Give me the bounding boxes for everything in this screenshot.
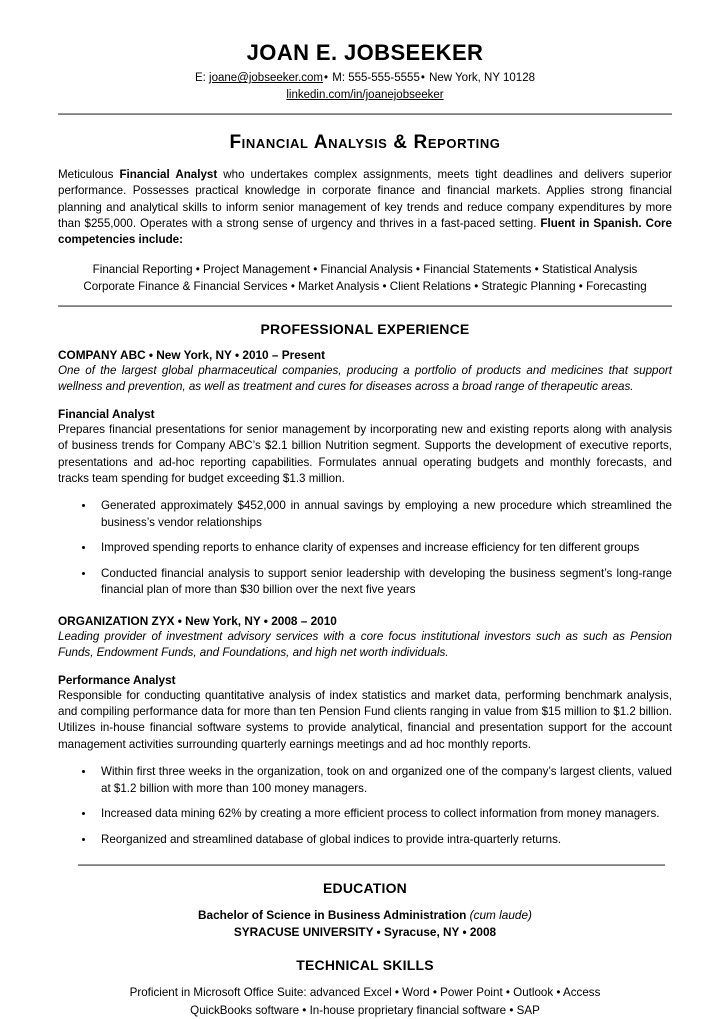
degree-honors: (cum laude) xyxy=(469,908,532,923)
job-entry-2 xyxy=(58,614,672,849)
job-role-title: Performance Analyst xyxy=(58,672,176,687)
phone-number: M: 555-555-5555 xyxy=(332,72,420,85)
competencies-line-2: Corporate Finance & Financial Services • Market Analysis • Client Relations • Strategic Planning • Forecasting xyxy=(83,280,647,294)
contact-separator-2: • xyxy=(420,72,425,85)
degree-text: Bachelor of Science in Business Administration xyxy=(198,908,470,923)
candidate-name: JOAN E. JOBSEEKER xyxy=(246,40,484,65)
skills-line-2: QuickBooks software • In-house proprietary financial software • SAP xyxy=(190,1003,540,1017)
divider-competencies xyxy=(58,305,672,307)
section-title-education: EDUCATION xyxy=(323,880,407,897)
education-degree xyxy=(58,907,672,924)
summary-paragraph xyxy=(58,167,672,249)
competencies-line-1: Financial Reporting • Project Management • Financial Analysis • Financial Statements • Statistical Analysis xyxy=(92,262,638,276)
job-achievements-list xyxy=(58,498,672,598)
job-company-description: One of the largest global pharmaceutical companies, producing a portfolio of products and medicines that support wellness and prevention, as well as treatment and cures for diseases across a broad range of therapeutic areas. xyxy=(58,363,672,394)
divider-header xyxy=(58,113,672,115)
job-role-description: Responsible for conducting quantitative analysis of index statistics and market data, performing benchmark analysis, and compiling performance data for more than ten Pension Fund clients ranging in value from $15 million to $1.2 billion. Utilizes in-house financial software systems to provide analytical, financial and presentation support for the account management activities surrounding quarterly earnings meetings and ad hoc monthly reports. xyxy=(58,688,672,751)
contact-line-primary xyxy=(58,70,672,87)
list-item: Increased data mining 62% by creating a more efficient process to collect information from money managers. xyxy=(58,806,672,822)
core-competencies xyxy=(58,261,672,296)
job-company-description: Leading provider of investment advisory services with a core focus institutional investors such as such as Pension Funds, Endowment Funds, and Foundations, and high net worth individuals. xyxy=(58,629,672,660)
list-item: Generated approximately $452,000 in annual savings by employing a new procedure which streamlined the business’s vendor relationships xyxy=(58,498,672,531)
job-role-description: Prepares financial presentations for senior management by incorporating new and existing reports along with analysis of business trends for Company ABC’s $2.1 billion Nutrition segment. Supports the development of executive reports, presentations and ad-hoc reporting capabilities. Formulates annual operating budgets and monthly forecasts, and tracks team spending for budget exceeding $1.3 million. xyxy=(58,422,672,485)
summary-part-1: Meticulous xyxy=(58,167,120,181)
location-text: New York, NY 10128 xyxy=(429,72,535,85)
skills-line-1: Proficient in Microsoft Office Suite: advanced Excel • Word • Power Point • Outlook • Access xyxy=(129,986,601,1000)
email-link[interactable]: joane@jobseeker.com xyxy=(209,72,324,85)
contact-line-secondary xyxy=(58,87,672,104)
linkedin-link[interactable]: linkedin.com/in/joanejobseeker xyxy=(286,88,444,101)
summary-bold-2: Fluent in Spanish. Core competencies include: xyxy=(58,217,672,247)
email-label: E: xyxy=(194,72,210,85)
page-title: Financial Analysis & Reporting xyxy=(229,131,501,153)
divider-education xyxy=(78,864,665,866)
job-employer-line: ORGANIZATION ZYX • New York, NY • 2008 – 2010 xyxy=(58,613,337,628)
list-item: Conducted financial analysis to support senior leadership with developing the business segment’s long-range financial plan of more than $30 billion over the next five years xyxy=(58,566,672,599)
contact-separator-1: • xyxy=(324,72,329,85)
section-title-skills: TECHNICAL SKILLS xyxy=(296,957,434,974)
list-item: Within first three weeks in the organization, took on and organized one of the company’s largest clients, valued at $1.2 billion with more than 100 money managers. xyxy=(58,764,672,797)
summary-part-2: who undertakes complex assignments, meets tight deadlines and delivers superior performance. Possesses practical knowledge in corporate finance and financial markets. Applies strong financial planning and analytical skills to inform senior management of key trends and reduce company expenditures by more than $255,000. Operates with a strong sense of urgency and thrives in a fast-paced setting. xyxy=(58,167,673,230)
resume-header xyxy=(58,40,672,104)
section-title-experience: PROFESSIONAL EXPERIENCE xyxy=(260,320,470,337)
summary-bold-1: Financial Analyst xyxy=(119,167,218,181)
list-item: Improved spending reports to enhance clarity of expenses and increase efficiency for ten different groups xyxy=(58,540,672,556)
job-entry-1 xyxy=(58,348,672,599)
job-role-title: Financial Analyst xyxy=(58,406,155,421)
education-school: SYRACUSE UNIVERSITY • Syracuse, NY • 2008 xyxy=(233,925,497,940)
job-achievements-list xyxy=(58,764,672,848)
list-item: Reorganized and streamlined database of global indices to provide intra-quarterly returns. xyxy=(58,832,672,848)
job-employer-line: COMPANY ABC • New York, NY • 2010 – Present xyxy=(58,347,326,362)
